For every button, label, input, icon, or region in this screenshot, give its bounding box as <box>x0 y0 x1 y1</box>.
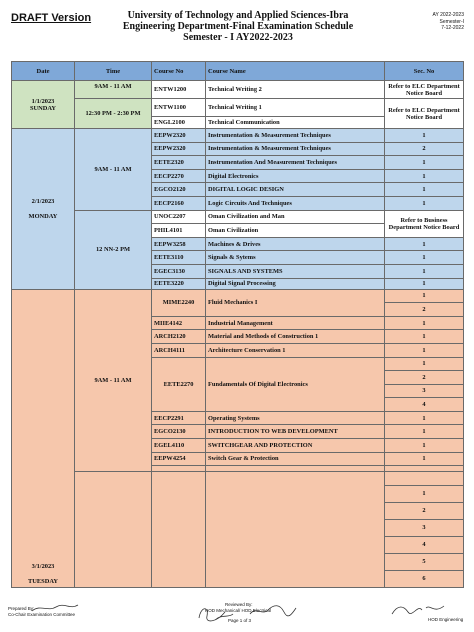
meta-date: 7-12-2022 <box>441 25 464 31</box>
course-name: Technical Communication <box>206 117 385 129</box>
course-name: INTRODUCTION TO WEB DEVELOPMENT <box>206 425 385 439</box>
table-row <box>12 99 464 117</box>
time-cell: 9AM - 11 AM <box>75 289 152 472</box>
course-no: EEPW4254 <box>152 452 206 466</box>
course-no: ENTW1100 <box>152 99 206 117</box>
course-no: MIIE4142 <box>152 316 206 330</box>
section-no: 5 <box>385 553 464 570</box>
section-no: 1 <box>385 251 464 265</box>
col-time: Time <box>75 62 152 81</box>
section-no: 4 <box>385 398 464 412</box>
time-cell: 9AM - 11 AM <box>75 129 152 211</box>
course-no: UNOC2207 <box>152 210 206 224</box>
table-header-row <box>12 62 464 81</box>
course-no: PHIL4101 <box>152 224 206 238</box>
section-no: 1 <box>385 357 464 371</box>
section-no <box>385 472 464 486</box>
reviewed-by-label: Reviewed By: <box>225 602 253 607</box>
table-row <box>12 81 464 99</box>
course-no: EGCO2130 <box>152 425 206 439</box>
course-no: EGEC3130 <box>152 264 206 278</box>
course-name: Signals & Sytems <box>206 251 385 265</box>
section-no: 1 <box>385 278 464 289</box>
page-footer <box>0 602 474 632</box>
table-row <box>12 129 464 143</box>
prepared-by-label: Prepared By: <box>8 606 35 611</box>
course-no: EEPW2320 <box>152 129 206 143</box>
course-name: Industrial Management <box>206 316 385 330</box>
table-row <box>12 210 464 224</box>
course-name: Instrumentation & Measurement Techniques <box>206 142 385 156</box>
course-no: EETE2320 <box>152 156 206 170</box>
date-cell <box>12 129 75 290</box>
section-no: 1 <box>385 485 464 502</box>
section-no: 1 <box>385 343 464 357</box>
date-value: 1/1/2023 <box>31 97 55 105</box>
course-name <box>206 472 385 588</box>
course-name: SIGNALS AND SYSTEMS <box>206 264 385 278</box>
course-name: Instrumentation And Measurement Techniques <box>206 156 385 170</box>
course-name: Oman Civilization and Man <box>206 210 385 224</box>
section-no: 1 <box>385 183 464 197</box>
signature-icon <box>388 602 448 618</box>
course-no: EGCO2120 <box>152 183 206 197</box>
meta-semester: Semester-I <box>439 18 464 25</box>
section-no: 3 <box>385 519 464 536</box>
signature-icon <box>30 602 80 614</box>
col-date: Date <box>12 62 75 81</box>
hod-role: HOD Engineering <box>428 617 464 622</box>
time-cell: 9AM - 11 AM <box>75 81 152 99</box>
meta-year: AY 2022-2023 <box>432 12 464 18</box>
course-no: EETE2270 <box>152 357 206 411</box>
section-no: 2 <box>385 303 464 317</box>
time-cell: 12 NN-2 PM <box>75 210 152 289</box>
course-name: Logic Circuits And Techniques <box>206 196 385 210</box>
section-no: 1 <box>385 129 464 143</box>
document-title <box>110 10 366 43</box>
section-no: 1 <box>385 316 464 330</box>
time-cell <box>75 472 152 588</box>
section-no: 1 <box>385 156 464 170</box>
course-no: ARCH4111 <box>152 343 206 357</box>
date-cell <box>12 81 75 129</box>
course-no: EGEL4110 <box>152 439 206 453</box>
day-value: SUNDAY <box>29 104 57 112</box>
course-no: EEPW2320 <box>152 142 206 156</box>
course-no: ARCH2120 <box>152 330 206 344</box>
section-no: 1 <box>385 264 464 278</box>
course-name: Instrumentation & Measurement Techniques <box>206 129 385 143</box>
section-no: 1 <box>385 425 464 439</box>
course-name: Fundamentals Of Digital Electronics <box>206 357 385 411</box>
title-line-1: University of Technology and Applied Sciences-Ibra <box>127 10 349 21</box>
course-no: EECP2291 <box>152 411 206 425</box>
draft-label: DRAFT Version <box>11 12 92 24</box>
section-no: Refer to ELC Department Notice Board <box>385 99 464 129</box>
section-no: 4 <box>385 536 464 553</box>
reviewed-by-role: HOD Mechanical/ HOD Electrical <box>205 608 272 613</box>
course-name: Fluid Mechanics I <box>206 289 385 316</box>
section-no: 1 <box>385 237 464 251</box>
time-cell: 12:30 PM - 2:30 PM <box>75 99 152 129</box>
section-no: 1 <box>385 196 464 210</box>
date-value: 2/1/2023 <box>31 197 55 205</box>
section-no: 1 <box>385 439 464 453</box>
section-no: 2 <box>385 371 464 385</box>
prepared-by-role: Co-Chair Examination Committee <box>8 612 76 617</box>
course-no: ENGL2100 <box>152 117 206 129</box>
course-name: Digital Signal Processing <box>206 278 385 289</box>
day-value: MONDAY <box>28 212 58 220</box>
course-name: Machines & Drives <box>206 237 385 251</box>
course-name: Technical Writing 1 <box>206 99 385 117</box>
section-no: 6 <box>385 570 464 587</box>
section-no: 1 <box>385 411 464 425</box>
title-line-3: Semester - I AY2022-2023 <box>183 32 293 43</box>
section-no: 1 <box>385 452 464 466</box>
course-name: Digital Electronics <box>206 169 385 183</box>
course-no: EECP2270 <box>152 169 206 183</box>
section-no: 1 <box>385 169 464 183</box>
course-name: Switch Gear & Protection <box>206 452 385 466</box>
course-name: Architecture Conservation 1 <box>206 343 385 357</box>
section-no: 3 <box>385 384 464 398</box>
col-course-no: Course No <box>152 62 206 81</box>
page-number: Page 1 of 3 <box>228 618 252 623</box>
section-no: Refer to Business Department Notice Board <box>385 210 464 237</box>
section-no: 1 <box>385 330 464 344</box>
col-course-name: Course Name <box>206 62 385 81</box>
course-no <box>152 472 206 588</box>
course-name: Material and Methods of Construction 1 <box>206 330 385 344</box>
section-no: 2 <box>385 502 464 519</box>
signature-icon <box>248 602 298 620</box>
signature-icon <box>195 604 235 626</box>
course-name: SWITCHGEAR AND PROTECTION <box>206 439 385 453</box>
table-row <box>12 472 464 486</box>
section-no: 2 <box>385 142 464 156</box>
exam-schedule-table <box>11 61 464 588</box>
course-name: Technical Writing 2 <box>206 81 385 99</box>
course-no: EETE3220 <box>152 278 206 289</box>
course-no: ENTW1200 <box>152 81 206 99</box>
course-no: EECP2160 <box>152 196 206 210</box>
col-sec-no: Sec. No <box>385 62 464 81</box>
title-line-2: Engineering Department-Final Examination Schedule <box>122 21 354 32</box>
section-no: Refer to ELC Department Notice Board <box>385 81 464 99</box>
section-no: 1 <box>385 289 464 303</box>
date-value: 3/1/2023 <box>31 562 55 570</box>
day-value: TUESDAY <box>28 577 58 585</box>
course-name: Oman Civilization <box>206 224 385 238</box>
course-no: EETE3110 <box>152 251 206 265</box>
course-no: MIME2240 <box>152 289 206 316</box>
document-meta <box>432 12 464 32</box>
course-no: EEPW3258 <box>152 237 206 251</box>
course-name: DIGITAL LOGIC DESIGN <box>206 183 385 197</box>
course-name: Operating Systems <box>206 411 385 425</box>
table-row <box>12 289 464 303</box>
date-cell <box>12 289 75 587</box>
